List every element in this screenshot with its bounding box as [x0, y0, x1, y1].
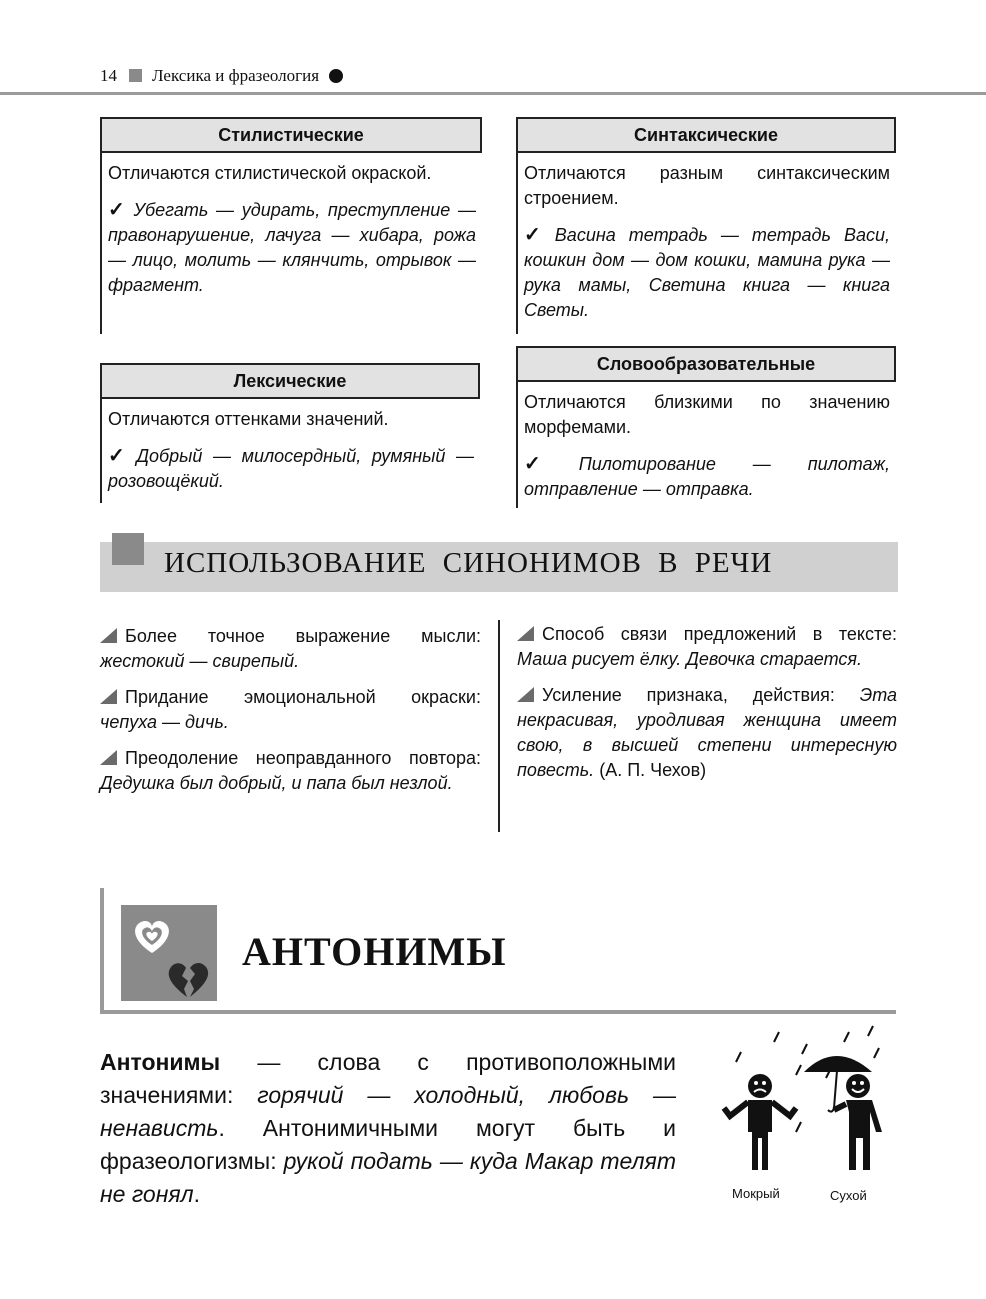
box-title: Синтаксические: [516, 117, 896, 153]
square-marker-icon: [112, 533, 144, 565]
example-text: Васина тетрадь — тетрадь Васи, кошкин дом — дом кошки, мамина рука — рука мамы, Светина книга — книга Светы.: [524, 225, 890, 320]
check-icon: ✓: [524, 224, 549, 246]
dot-icon: [329, 69, 343, 83]
term: Антонимы: [100, 1049, 221, 1075]
rain-figures-icon: [716, 1020, 896, 1185]
column-divider: [498, 620, 500, 832]
caption-wet: Мокрый: [732, 1186, 780, 1201]
antonyms-definition: Антонимы — слова с противоположными значениями: горячий — холодный, любовь — ненависть. Антонимичными могут быть и фразеологизмы: рукой подать — куда Макар телят не гонял.: [100, 1049, 676, 1207]
example-text: Убегать — удирать, преступление — правонарушение, лачуга — хибара, рожа — лицо, молить — клянчить, отрывок — фрагмент.: [108, 200, 476, 295]
chapter-title: АНТОНИМЫ: [242, 929, 507, 974]
box-definition: Отличаются близкими по значению морфемами.: [524, 392, 890, 437]
usage-item: Преодоление неоправданного повтора: Дедушка был добрый, и папа был незлой.: [100, 748, 481, 793]
box-definition: Отличаются разным синтаксическим строением.: [524, 163, 890, 208]
box-title: Лексические: [100, 363, 480, 399]
quote-source: (А. П. Чехов): [599, 760, 707, 780]
box-example: [524, 223, 890, 323]
usage-item: Усиление признака, действия: Эта некрасивая, уродливая женщина имеет свою, в высшей степени интересную повесть. (А. П. Чехов): [517, 685, 897, 780]
check-icon: ✓: [524, 453, 573, 475]
check-icon: ✓: [108, 199, 128, 221]
box-body: [516, 153, 896, 334]
page-number: 14: [100, 66, 117, 85]
box-body: [100, 153, 482, 334]
triangle-bullet-icon: [100, 689, 117, 704]
section-heading: ИСПОЛЬЗОВАНИЕ СИНОНИМОВ В РЕЧИ: [164, 547, 773, 579]
usage-left-column: [100, 624, 481, 807]
box-example: [108, 198, 476, 298]
box-definition: Отличаются оттенками значений.: [108, 409, 389, 429]
box-definition: Отличаются стилистической окраской.: [108, 163, 432, 183]
usage-item: Способ связи предложений в тексте: Маша рисует ёлку. Девочка старается.: [517, 624, 897, 669]
box-syntactic: [516, 117, 896, 334]
usage-item: Более точное выражение мысли: жестокий — свирепый.: [100, 626, 481, 671]
box-example: [524, 452, 890, 502]
box-title: Стилистические: [100, 117, 482, 153]
box-example: [108, 444, 474, 494]
running-header: [100, 66, 343, 86]
box-body: [516, 382, 896, 508]
header-rule: [0, 92, 986, 95]
caption-dry: Сухой: [830, 1188, 867, 1203]
check-icon: ✓: [108, 445, 131, 467]
box-body: [100, 399, 480, 503]
triangle-bullet-icon: [517, 626, 534, 641]
wet-dry-illustration: [716, 1020, 896, 1210]
square-bullet-icon: [129, 69, 142, 82]
triangle-bullet-icon: [100, 628, 117, 643]
broken-heart-icon: [163, 957, 213, 1001]
box-derivational: [516, 346, 896, 508]
box-stylistic: [100, 117, 482, 334]
triangle-bullet-icon: [100, 750, 117, 765]
box-lexical: [100, 363, 480, 503]
triangle-bullet-icon: [517, 687, 534, 702]
example-text: Добрый — милосердный, румяный — розовощёкий.: [108, 446, 474, 491]
usage-right-column: [517, 622, 897, 794]
box-title: Словообразовательные: [516, 346, 896, 382]
usage-item: Придание эмоциональной окраски: чепуха — дичь.: [100, 687, 481, 732]
section-title: Лексика и фразеология: [152, 66, 320, 85]
example-text: Пилотирование — пилотаж, отправление — отправка.: [524, 454, 890, 499]
